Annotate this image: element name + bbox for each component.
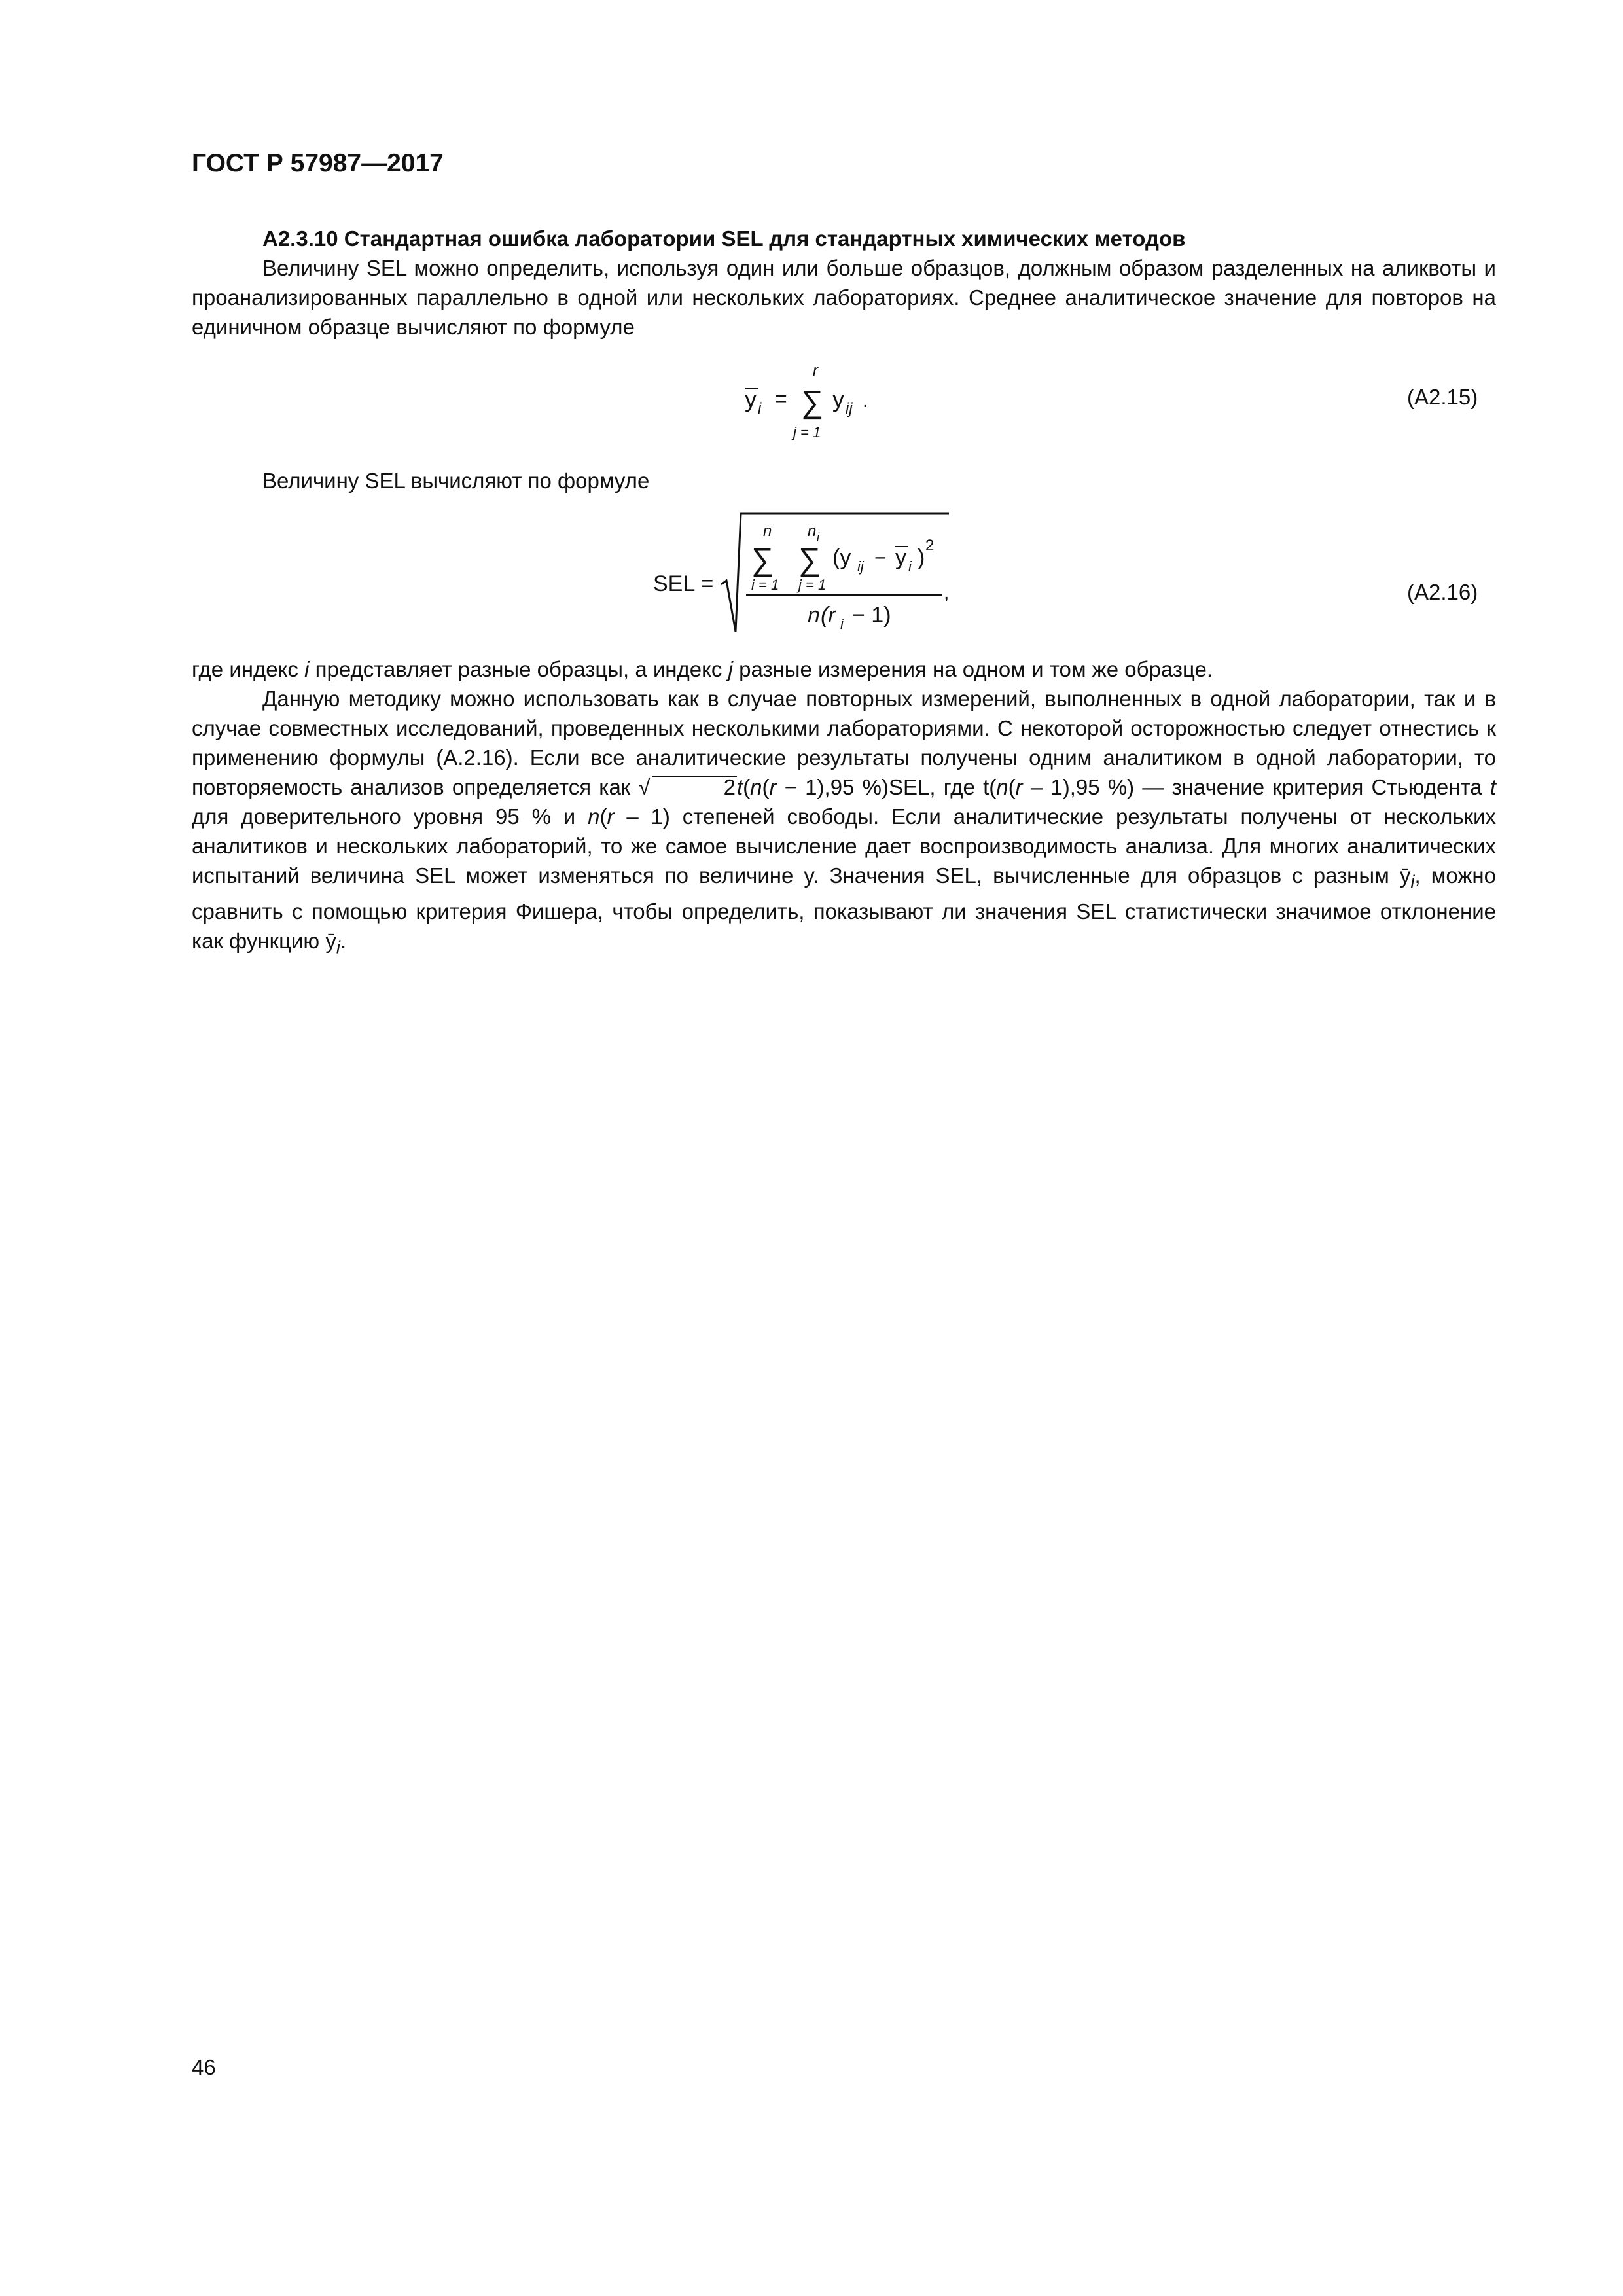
formula2-sum2-lower: j = 1 — [798, 577, 827, 593]
para-method-description: Данную методику можно использовать как в случае повторных измерений, выполненных в одной лаборатории, так и в случае совместных исследований, проведенных несколькими лабораториями. С некоторой осторожностью следует отнестись к применению формулы (А.2.16). Если все аналитические результаты получены одним аналитиком в одной лаборатории, то повторяемость анализов определяется как √ 2t(n(r − 1),95 %)SEL, где t(n(r – 1),95 %) — значение критерия Стьюдента t для доверительного уровня 95 % и n(r – 1) степеней свободы. Если аналитические результаты получены от нескольких аналитиков и нескольких лабораторий, то же самое вычисление дает воспроизводимость анализа. Для многих аналитических испытаний величина SEL может изменяться по величине y. Значения SEL, вычисленные для образцов с разным $ȳ_i$, можно сравнить с помощью критерия Фишера, чтобы определить, показывают ли значения SEL статистически значимое отклонение как функцию $ȳ_i$. — [192, 687, 1497, 958]
body-block — [192, 655, 1496, 961]
formula2-den-n: n — [808, 603, 820, 628]
formula2-num-close: ) — [918, 545, 925, 570]
formula2-num-minus: − — [874, 546, 887, 569]
equation-number-a2-16: (А2.16) — [1407, 580, 1478, 604]
formula1-sum-lower: j = 1 — [793, 424, 821, 440]
page-number: 46 — [192, 2055, 216, 2079]
sqrt-sign: √ — [638, 775, 651, 799]
formula1-term: y — [832, 386, 844, 412]
formula2-sum1-lower: i = 1 — [751, 577, 779, 593]
section-block — [192, 224, 1496, 342]
formula2-lhs: SEL = — [653, 571, 714, 596]
formula2-sum1-upper: n — [763, 522, 772, 540]
formula2-sum2-upper: n — [808, 522, 817, 540]
sqrt-argument: 2 — [652, 776, 737, 798]
formula1-lhs: y — [745, 386, 757, 412]
formula1-lhs-sub: i — [758, 400, 762, 418]
formula2-end: , — [944, 582, 950, 603]
formula1-end: . — [863, 390, 868, 412]
formula2-sigma2: ∑ — [798, 543, 821, 577]
formula2-sigma1: ∑ — [751, 543, 774, 577]
formula1-sigma: ∑ — [801, 385, 824, 420]
document-code: ГОСТ Р 57987—2017 — [192, 149, 444, 177]
intro-paragraph: Величину SEL можно определить, используя один или больше образцов, должным образом разделенных на аликвоты и проанализированных параллельно в одной или нескольких лабораториях. Среднее аналитическое значение для повторов на единичном образце вычисляют по формуле — [192, 256, 1496, 339]
para-index-description: где индекс i представляет разные образцы, а индекс j разные измерения на одном и том же образце. — [192, 657, 1213, 681]
formula2-num-sub-i: i — [908, 558, 912, 575]
para2-block — [192, 466, 1496, 495]
formula1-equals: = — [775, 387, 787, 410]
formula2-den-sub: i — [840, 616, 844, 632]
formula2-den-open: (r — [821, 603, 836, 628]
formula2-num-power: 2 — [925, 537, 935, 554]
formula2-num-open: (y — [832, 545, 851, 570]
section-heading: А2.3.10 Стандартная ошибка лаборатории SEL для стандартных химических методов — [262, 226, 1186, 251]
formula2-num-sub-ij: ij — [857, 558, 864, 575]
para-sel-formula: Величину SEL вычисляют по формуле — [262, 469, 650, 493]
formula2-den-rest: − 1) — [852, 603, 891, 628]
formula1-sum-upper: r — [813, 362, 818, 380]
formula1-term-sub: ij — [846, 400, 853, 418]
formula2-sum2-upper-sub: i — [817, 531, 819, 544]
formula-a2-16 — [648, 507, 962, 638]
formula-a2-15 — [733, 359, 890, 444]
equation-number-a2-15: (А2.15) — [1407, 385, 1478, 409]
formula2-num-ybar: y — [895, 545, 906, 570]
